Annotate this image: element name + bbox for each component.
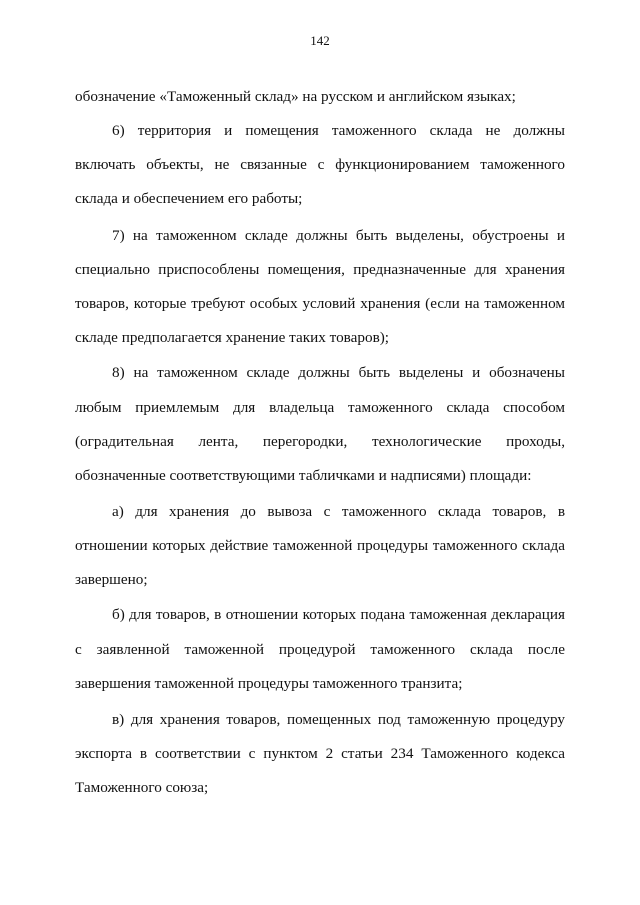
item-b-line-3: завершения таможенной процедуры таможенного транзита;	[75, 675, 463, 692]
paragraph-8-line-3: (оградительная лента, перегородки, технологические проходы,	[75, 433, 565, 450]
paragraph-8-line-1: 8) на таможенном складе должны быть выделены и обозначены	[112, 364, 565, 381]
item-v-line-1: в) для хранения товаров, помещенных под таможенную процедуру	[112, 711, 565, 728]
paragraph-7-line-2: специально приспособлены помещения, предназначенные для хранения	[75, 261, 565, 278]
item-b-line-1: б) для товаров, в отношении которых подана таможенная декларация	[112, 606, 565, 623]
item-b-line-2: с заявленной таможенной процедурой таможенного склада после	[75, 641, 565, 658]
item-a-line-1: а) для хранения до вывоза с таможенного склада товаров, в	[112, 503, 565, 520]
item-a-line-3: завершено;	[75, 571, 148, 588]
paragraph-7-line-4: складе предполагается хранение таких товаров);	[75, 329, 390, 346]
paragraph-6-line-3: склада и обеспечением его работы;	[75, 190, 303, 207]
paragraph-8-line-2: любым приемлемым для владельца таможенного склада способом	[75, 399, 565, 416]
text-line: обозначение «Таможенный склад» на русском и английском языках;	[75, 88, 516, 105]
paragraph-7-line-3: товаров, которые требуют особых условий хранения (если на таможенном	[75, 295, 565, 312]
page-number: 142	[310, 33, 330, 48]
paragraph-6-line-1: 6) территория и помещения таможенного склада не должны	[112, 122, 565, 139]
item-v-line-3: Таможенного союза;	[75, 779, 209, 796]
paragraph-8-line-4: обозначенные соответствующими табличками и надписями) площади:	[75, 467, 532, 484]
paragraph-6-line-2: включать объекты, не связанные с функционированием таможенного	[75, 156, 565, 173]
item-a-line-2: отношении которых действие таможенной процедуры таможенного склада	[75, 537, 565, 554]
item-v-line-2: экспорта в соответствии с пунктом 2 статьи 234 Таможенного кодекса	[75, 745, 565, 762]
paragraph-7-line-1: 7) на таможенном складе должны быть выделены, обустроены и	[112, 227, 565, 244]
